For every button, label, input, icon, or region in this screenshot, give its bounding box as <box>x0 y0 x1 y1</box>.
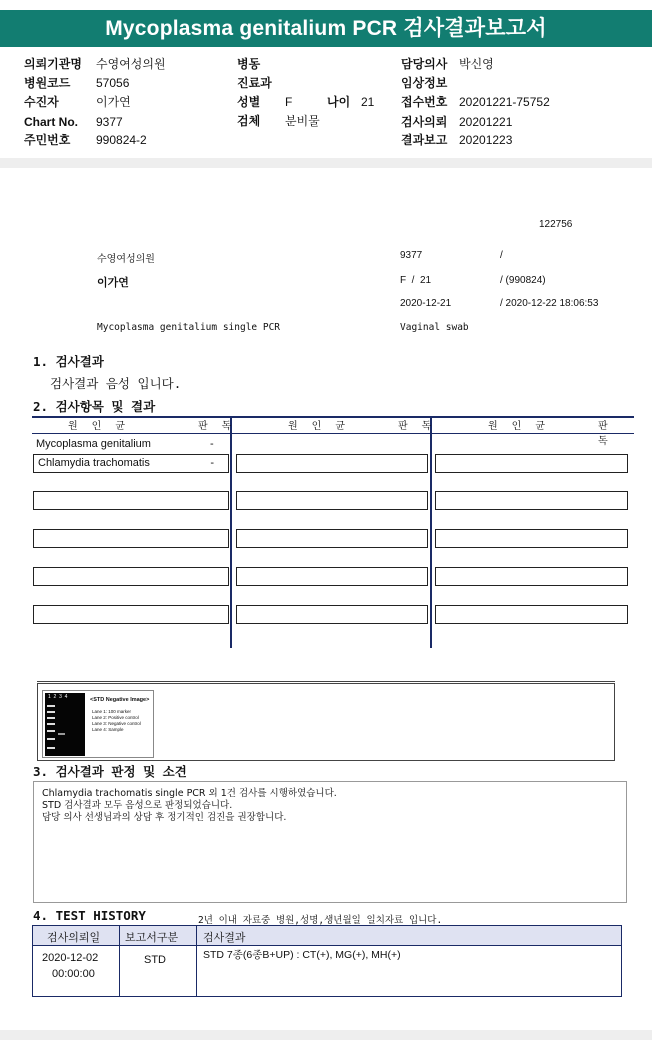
history-header-row <box>33 926 621 946</box>
history-type: STD <box>144 954 166 966</box>
header-ward <box>237 55 260 74</box>
header-result-1: 판 독 <box>198 421 236 432</box>
institution-value: 수영여성의원 <box>96 57 166 71</box>
rrn-label: 주민번호 <box>24 133 71 147</box>
gel-band <box>47 747 55 749</box>
gel-lane3-legend: Lane 3: Negative control <box>92 721 141 726</box>
specimen-label: 검체 <box>237 114 261 128</box>
section3-heading: 3. 검사결과 판정 및 소견 <box>33 764 187 779</box>
report-label: 결과보고 <box>401 133 448 147</box>
header-report <box>401 131 512 150</box>
history-note: 2년 이내 자료중 병원,성명,생년월일 일치자료 입니다. <box>198 915 443 926</box>
hospcode-label: 병원코드 <box>24 76 71 90</box>
header-patient <box>24 93 131 112</box>
empty-cell <box>236 605 428 624</box>
accession-value: 20201221-75752 <box>459 95 550 109</box>
age-label: 나이 <box>327 95 351 109</box>
gel-band <box>47 705 55 707</box>
patient-label: 수진자 <box>24 95 59 109</box>
header-accession <box>401 93 550 112</box>
report-title: Mycoplasma genitalium PCR 검사결과보고서 <box>0 10 652 47</box>
header-pathogen-2: 원 인 균 <box>288 421 350 432</box>
request-label: 검사의뢰 <box>401 115 448 129</box>
header-hospcode <box>24 74 129 93</box>
pathogen-result: - <box>210 438 214 450</box>
summary-specimen: Vaginal swab <box>400 322 469 333</box>
empty-cell <box>435 491 628 510</box>
summary-received: 2020-12-21 <box>400 298 452 309</box>
hospcode-value: 57056 <box>96 76 130 90</box>
empty-cell <box>435 567 628 586</box>
summary-patient: 이가연 <box>97 277 129 289</box>
report-value: 20201223 <box>459 133 513 147</box>
empty-cell <box>435 454 628 473</box>
history-col-result: 검사결과 <box>203 932 246 944</box>
header-pathogen-3: 원 인 균 <box>488 421 550 432</box>
gel-band <box>47 717 55 719</box>
gel-lane1-legend: Lane 1: 100 marker <box>92 709 132 714</box>
image-top-rule <box>37 681 615 682</box>
remark-line: 담당 의사 선생님과의 상담 후 정기적인 검진을 권장합니다. <box>42 812 287 823</box>
doctor-value: 박신영 <box>459 57 494 71</box>
history-divider <box>196 926 197 996</box>
dept-label: 진료과 <box>237 76 272 90</box>
empty-cell <box>435 605 628 624</box>
header-clinical <box>401 74 447 93</box>
pathogen-name: Chlamydia trachomatis <box>38 457 150 469</box>
empty-cell <box>236 491 428 510</box>
gel-lane4-legend: Lane 4: Sample <box>92 727 124 732</box>
specimen-value: 분비물 <box>285 114 320 128</box>
footer-band <box>0 1030 652 1040</box>
title-area <box>0 0 652 48</box>
doctor-label: 담당의사 <box>401 57 448 71</box>
history-divider <box>119 926 120 996</box>
remarks-box <box>33 781 627 903</box>
chart-label: Chart No. <box>24 115 78 129</box>
summary-chart: 9377 <box>400 250 423 261</box>
summary-test-name: Mycoplasma genitalium single PCR <box>97 322 281 333</box>
summary-clinic: 수영여성의원 <box>97 254 155 265</box>
chart-value: 9377 <box>96 115 123 129</box>
request-value: 20201221 <box>459 115 513 129</box>
empty-cell <box>236 529 428 548</box>
rrn-value: 990824-2 <box>96 133 147 147</box>
empty-cell <box>435 529 628 548</box>
header-doctor <box>401 55 494 74</box>
id-number: 122756 <box>539 219 573 230</box>
gel-band <box>58 733 65 735</box>
header-pathogen-1: 원 인 균 <box>68 421 130 432</box>
empty-cell <box>33 491 229 510</box>
header-dept <box>237 74 272 93</box>
column-divider <box>230 416 232 648</box>
header-divider <box>0 158 652 168</box>
gel-image <box>45 693 85 756</box>
empty-cell <box>236 567 428 586</box>
section2-heading: 2. 검사항목 및 결과 <box>33 399 156 414</box>
accession-label: 접수번호 <box>401 95 448 109</box>
sex-value: F <box>285 95 293 109</box>
pathogen-result: - <box>210 457 214 469</box>
gel-lane-numbers: 1 2 3 4 <box>48 694 68 700</box>
gel-caption: <STD Negative Image> <box>90 697 150 703</box>
summary-slash: / <box>500 250 503 261</box>
section1-result-text: 검사결과 음성 입니다. <box>50 376 182 391</box>
empty-cell <box>33 529 229 548</box>
gel-band <box>47 730 55 732</box>
header-chart <box>24 113 123 132</box>
patient-value: 이가연 <box>96 95 131 109</box>
table-row <box>33 454 229 473</box>
gel-band <box>47 711 55 713</box>
header-result-2: 판 독 <box>398 421 436 432</box>
remark-line: STD 검사결과 모두 음성으로 판정되었습니다. <box>42 800 233 811</box>
history-time: 00:00:00 <box>52 968 95 980</box>
summary-sex-age: F / 21 <box>400 275 432 286</box>
age-value: 21 <box>361 95 375 109</box>
remark-line: Chlamydia trachomatis single PCR 외 1건 검사를 시행하였습니다. <box>42 788 337 799</box>
header-request <box>401 113 512 132</box>
gel-lane2-legend: Lane 2: Positive control <box>92 715 139 720</box>
gel-band <box>47 723 55 725</box>
header-specimen <box>237 112 320 131</box>
summary-reported: / 2020-12-22 18:06:53 <box>500 298 599 309</box>
header-rrn <box>24 131 147 150</box>
history-date: 2020-12-02 <box>42 952 99 964</box>
header-sex <box>237 93 374 112</box>
pathogen-name: Mycoplasma genitalium <box>36 438 151 450</box>
clinical-label: 임상정보 <box>401 76 448 90</box>
section1-heading: 1. 검사결과 <box>33 354 104 369</box>
sex-label: 성별 <box>237 95 261 109</box>
result-table <box>32 416 634 648</box>
header-result-3: 판 독 <box>598 421 612 447</box>
empty-cell <box>33 605 229 624</box>
summary-birth: / (990824) <box>500 275 546 286</box>
history-col-date: 검사의뢰일 <box>47 932 101 944</box>
history-col-type: 보고서구분 <box>125 932 179 944</box>
column-divider <box>430 416 432 648</box>
empty-cell <box>236 454 428 473</box>
section4-heading: 4. TEST HISTORY <box>33 908 146 923</box>
history-table <box>32 925 622 997</box>
header-institution <box>24 55 166 74</box>
table-header-rule <box>32 433 634 434</box>
ward-label: 병동 <box>237 57 261 71</box>
institution-label: 의뢰기관명 <box>24 57 82 71</box>
history-result: STD 7종(6종B+UP) : CT(+), MG(+), MH(+) <box>203 949 401 961</box>
empty-cell <box>33 567 229 586</box>
gel-band <box>47 738 55 740</box>
